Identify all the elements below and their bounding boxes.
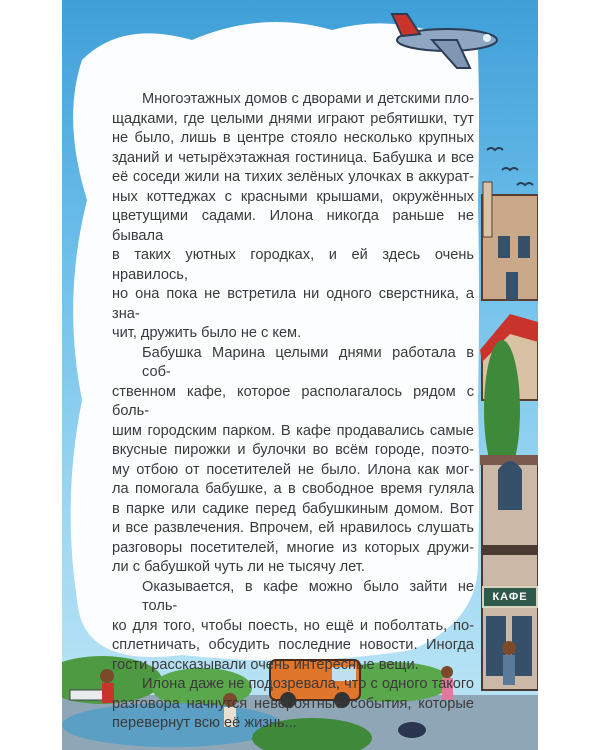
- text-line: щадками, где целыми днями играют ребятишки, тут: [112, 110, 474, 127]
- text-line: в парке или садике перед бабушкиным домом. Вот: [112, 500, 474, 517]
- building-tower: [482, 182, 538, 300]
- text-line: ко для того, чтобы поесть, но ещё и поболтать, по-: [112, 617, 474, 634]
- text-line: Илона даже не подозревала, что с одного такого: [142, 676, 474, 692]
- text-line: гости рассказывали очень интересные вещи.: [112, 656, 419, 673]
- text-line: чит, дружить было не с кем.: [112, 325, 302, 341]
- text-line: её соседи жили на тихих зелёных улочках в аккурат-: [112, 169, 474, 185]
- text-line: ственном кафе, которое располагалось рядом с боль-: [112, 383, 474, 419]
- paragraph: [112, 344, 474, 578]
- text-line: перевернут всю её жизнь...: [112, 715, 297, 731]
- text-line: цветущими садами. Илона никогда раньше не бывала: [112, 208, 474, 244]
- text-line: но она пока не встретила ни одного сверстника, а зна-: [112, 286, 474, 322]
- paragraph: [112, 578, 474, 676]
- paragraph: [112, 675, 474, 734]
- text-line: ных коттеджах с красными крышами, окружённых: [112, 188, 474, 205]
- text-line: вкусные пирожки и булочки во всём городе, поэто-: [112, 442, 474, 458]
- cafe-sign: КАФЕ: [482, 586, 538, 608]
- text-line: ли с бабушкой чуть ли не тысячу лет.: [112, 559, 365, 575]
- text-line: разговора начнутся невероятные события, которые: [112, 695, 474, 712]
- text-line: не было, лишь в центре стояло несколько крупных: [112, 130, 474, 146]
- book-page: [62, 0, 538, 750]
- text-line: му отбою от посетителей не было. Илона как мог-: [112, 461, 474, 478]
- paragraph: [112, 90, 474, 344]
- text-line: Многоэтажных домов с дворами и детскими пло-: [142, 91, 475, 107]
- text-line: Бабушка Марина целыми днями работала в соб-: [142, 344, 474, 380]
- text-line: ла помогала бабушке, а в свободное время гуляла: [112, 481, 474, 497]
- story-text: [112, 90, 474, 734]
- text-line: и все развлечения. Впрочем, ей нравилось слушать: [112, 520, 474, 536]
- text-line: в таких уютных городках, и ей здесь очень нравилось,: [112, 247, 474, 283]
- text-line: зданий и четырёхэтажная гостиница. Бабушка и все: [112, 149, 474, 166]
- birds-icon: [487, 148, 533, 185]
- text-line: Оказывается, в кафе можно было зайти не толь-: [142, 578, 474, 614]
- text-line: шим городским парком. В кафе продавались самые: [112, 422, 474, 439]
- text-line: сплетничать, обсудить последние новости. Иногда: [112, 637, 474, 653]
- text-line: разговоры посетителей, многие из которых дружи-: [112, 539, 474, 556]
